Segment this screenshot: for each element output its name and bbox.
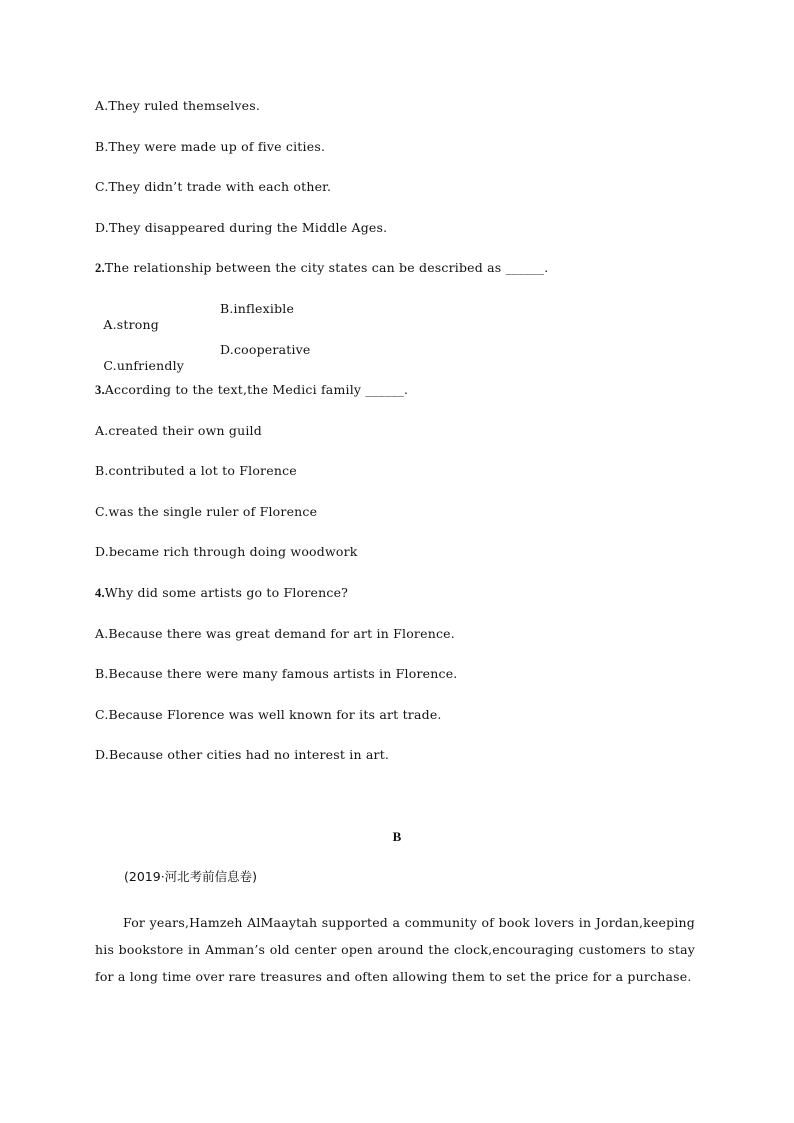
q2-number: 2. [95,261,105,275]
q3-number: 3. [95,383,105,397]
q2-option-d: D.cooperative [220,342,311,357]
q4-option-c: C.Because Florence was well known for its art trade. [95,707,442,722]
q1-option-d: D.They disappeared during the Middle Ages. [95,220,388,235]
q4-number: 4. [95,586,105,600]
q4-option-b: B.Because there were many famous artists in Florence. [95,666,458,681]
section-title: B [392,829,402,844]
q4-question [95,585,348,601]
q1-option-b: B.They were made up of five cities. [95,139,326,154]
q2-stem: The relationship between the city states can be described as ______. [104,260,549,275]
q3-option-d: D.became rich through doing woodwork [95,544,358,559]
q3-option-b: B.contributed a lot to Florence [95,463,297,478]
q4-stem: Why did some artists go to Florence? [104,585,349,600]
q2-option-a: A.strong [103,317,159,332]
q4-option-a: A.Because there was great demand for art in Florence. [95,626,455,641]
q2-question [95,260,548,276]
q2-option-c: C.unfriendly [103,358,185,373]
q1-option-c: C.They didn’t trade with each other. [95,179,332,194]
passage-paragraph: For years,Hamzeh AlMaaytah supported a community of book lovers in Jordan,keeping his bookstore in Amman’s old center open around the clock,encouraging customers to stay for a long time over rare treasures and often allowing them to set the price for a purchase. [95,915,695,984]
q2-option-b: B.inflexible [220,301,295,316]
q3-option-c: C.was the single ruler of Florence [95,504,318,519]
q4-option-d: D.Because other cities had no interest in art. [95,747,390,762]
q1-option-a: A.They ruled themselves. [95,98,260,113]
q3-question [95,382,408,398]
source-note: (2019·河北考前信息卷) [124,869,258,884]
q3-stem: According to the text,the Medici family ______. [104,382,409,397]
q3-option-a: A.created their own guild [95,423,262,438]
